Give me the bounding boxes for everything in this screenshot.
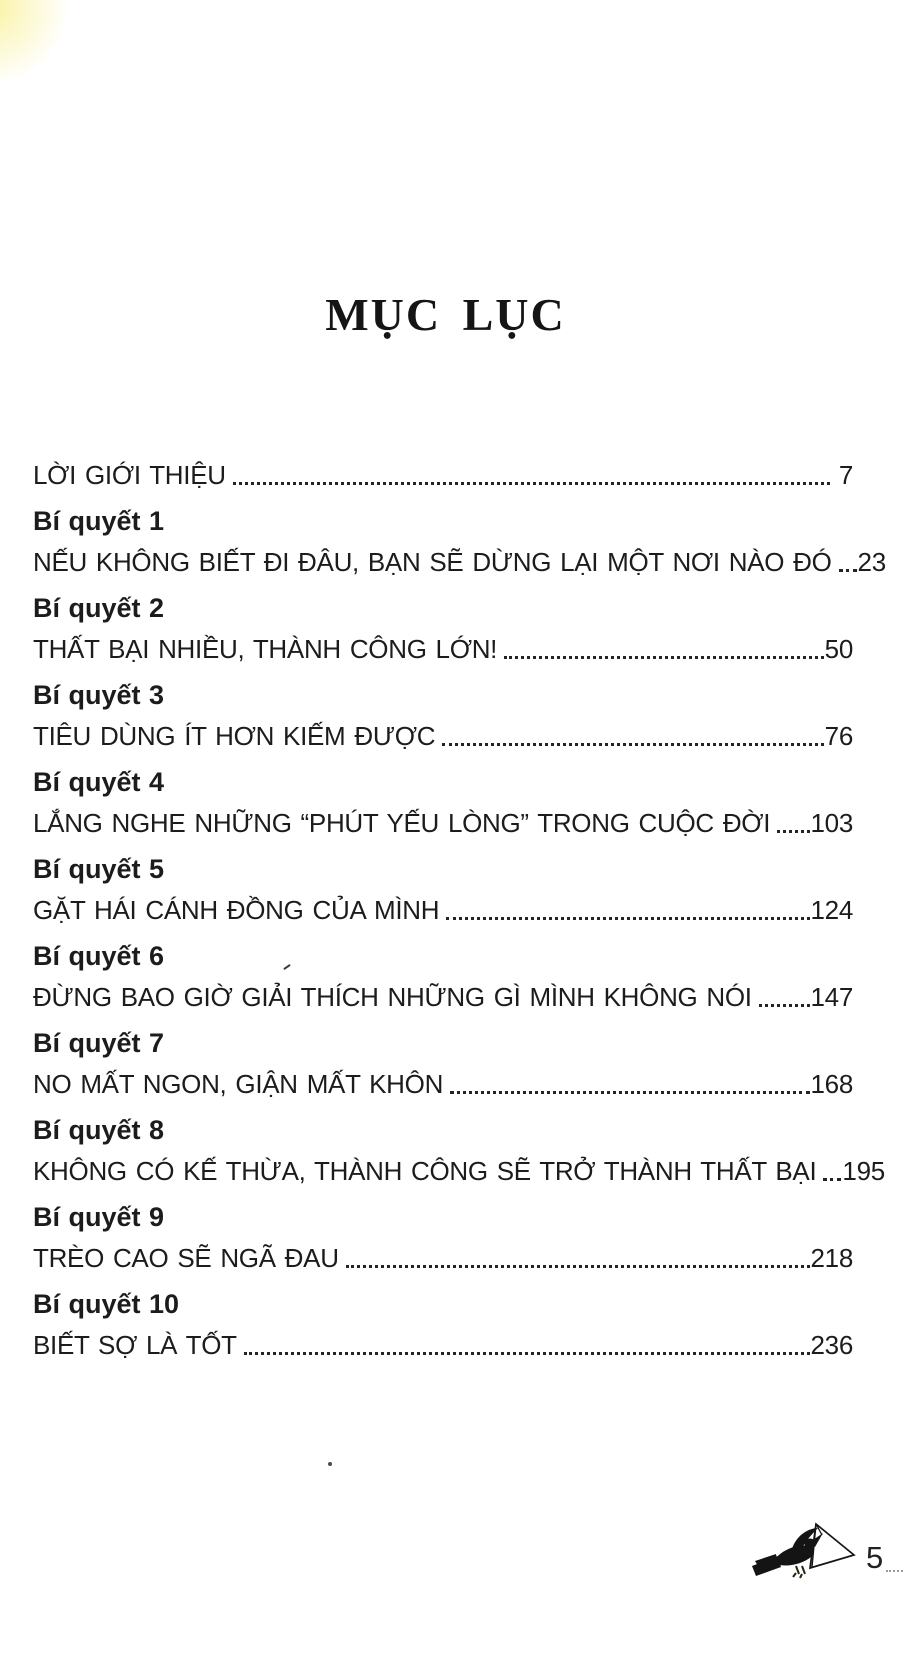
toc-entry [33, 752, 853, 839]
dot-leader [839, 569, 857, 572]
toc-label: ĐỪNG BAO GIỜ GIẢI THÍCH NHỮNG GÌ MÌNH KHÔNG NÓI [33, 982, 752, 1012]
toc-heading-label: Bí quyết 4 [33, 767, 165, 797]
toc-page-number: 76 [824, 721, 853, 751]
scan-smudge [0, 0, 85, 90]
toc-entry-title-row [33, 537, 886, 578]
toc-label: TIÊU DÙNG ÍT HƠN KIẾM ĐƯỢC [33, 721, 436, 751]
toc-heading-label: Bí quyết 5 [33, 854, 165, 884]
toc-heading-label: Bí quyết 10 [33, 1289, 180, 1319]
toc-label: THẤT BẠI NHIỀU, THÀNH CÔNG LỚN! [33, 634, 498, 664]
toc-page-number: 236 [810, 1330, 853, 1360]
toc-entry-heading [33, 578, 853, 624]
toc-entry [33, 665, 853, 752]
toc-label: NO MẤT NGON, GIẬN MẤT KHÔN [33, 1069, 444, 1099]
dot-leader [823, 1178, 841, 1181]
folio-smear [886, 1570, 905, 1572]
toc-page-number: 23 [857, 547, 886, 577]
toc-entry-heading [33, 752, 853, 798]
bird-sail-ornament [752, 1520, 864, 1584]
toc-entries [33, 491, 886, 1361]
toc-entry-heading [33, 491, 853, 537]
toc-entry-title-row [33, 798, 853, 839]
toc-entry-title-row [33, 711, 853, 752]
toc-entry [33, 1187, 853, 1274]
toc-page-number: 168 [810, 1069, 853, 1099]
toc-page-number: 147 [810, 982, 853, 1012]
toc-heading-label: Bí quyết 2 [33, 593, 165, 623]
toc-entry-title-row [33, 1059, 853, 1100]
toc-entry [33, 491, 886, 578]
page-footer [752, 1520, 905, 1584]
toc-entry-title-row [33, 972, 853, 1013]
toc-heading-label: Bí quyết 3 [33, 680, 165, 710]
toc-entry-title-row [33, 624, 853, 665]
toc-entry [33, 1013, 853, 1100]
toc-entry [33, 926, 853, 1013]
toc-label: GẶT HÁI CÁNH ĐỒNG CỦA MÌNH [33, 895, 440, 925]
toc-entry-intro [33, 450, 853, 491]
toc-entry-heading [33, 926, 853, 972]
toc-page-number: 124 [810, 895, 853, 925]
dot-leader [504, 656, 824, 659]
print-artifact-dot [328, 1462, 332, 1466]
toc-heading-label: Bí quyết 7 [33, 1028, 165, 1058]
toc-entry-heading [33, 665, 853, 711]
dot-leader [759, 1004, 810, 1007]
toc-heading-label: Bí quyết 9 [33, 1202, 165, 1232]
toc-entry-title-row [33, 1146, 885, 1187]
dot-leader [346, 1265, 810, 1268]
toc-page-number: 50 [824, 634, 853, 664]
toc-label: LẮNG NGHE NHỮNG “PHÚT YẾU LÒNG” TRONG CUỘC ĐỜI [33, 808, 771, 838]
toc-page-number: 103 [810, 808, 853, 838]
toc-entry-heading [33, 839, 853, 885]
dot-leader [450, 1091, 809, 1094]
dot-leader [446, 917, 809, 920]
folio-page-number: 5 [866, 1540, 884, 1575]
toc-label: TRÈO CAO SẼ NGÃ ĐAU [33, 1243, 339, 1273]
dot-leader [233, 482, 830, 485]
toc-entry-title-row [33, 1320, 853, 1361]
toc-page-number: 218 [810, 1243, 853, 1273]
toc-label: LỜI GIỚI THIỆU [33, 460, 226, 490]
toc-entry-heading [33, 1274, 853, 1320]
toc-label: BIẾT SỢ LÀ TỐT [33, 1330, 237, 1360]
toc-entry [33, 839, 853, 926]
toc-entry-heading [33, 1187, 853, 1233]
page-title: MỤC LỤC [325, 289, 566, 340]
toc-entry [33, 1274, 853, 1361]
toc-heading-label: Bí quyết 8 [33, 1115, 165, 1145]
toc-page-number: 195 [842, 1156, 885, 1186]
toc-heading-label: Bí quyết 6 [33, 941, 165, 971]
toc-entry-title-row [33, 1233, 853, 1274]
toc-label: NẾU KHÔNG BIẾT ĐI ĐÂU, BẠN SẼ DỪNG LẠI MỘT NƠI NÀO ĐÓ [33, 547, 832, 577]
toc-page-number: 7 [838, 460, 853, 490]
dot-leader [442, 743, 823, 746]
toc-heading-label: Bí quyết 1 [33, 506, 165, 536]
toc-entry-title-row [33, 885, 853, 926]
dot-leader [244, 1352, 810, 1355]
dot-leader [777, 830, 809, 833]
toc-entry-heading [33, 1100, 853, 1146]
toc-entry [33, 578, 853, 665]
toc-entry [33, 1100, 885, 1187]
toc-entry-heading [33, 1013, 853, 1059]
toc-label: KHÔNG CÓ KẾ THỪA, THÀNH CÔNG SẼ TRỞ THÀNH THẤT BẠI [33, 1156, 817, 1186]
toc-list [33, 450, 886, 1361]
